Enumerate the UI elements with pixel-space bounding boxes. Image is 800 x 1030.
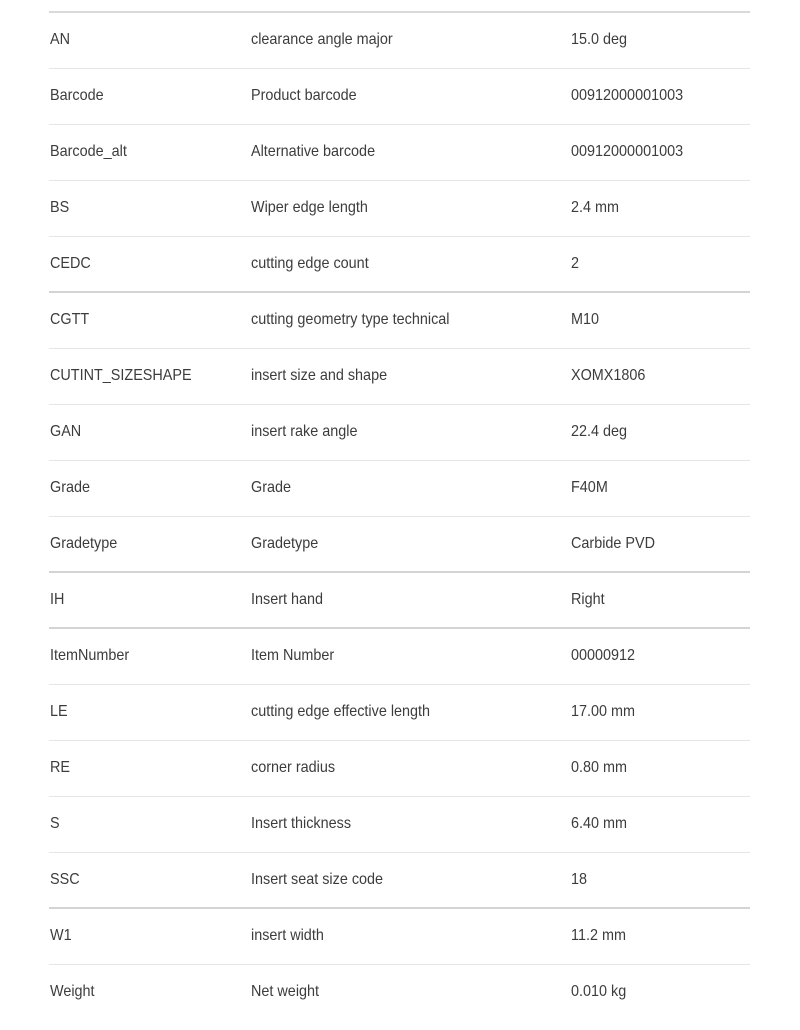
spec-table-body [49, 12, 750, 1020]
row-value: XOMX1806 [571, 367, 646, 384]
table-row [49, 292, 750, 348]
row-value: 15.0 deg [571, 31, 628, 49]
row-description: corner radius [250, 759, 335, 776]
row-code: CGTT [50, 311, 90, 329]
row-value: 6.40 mm [571, 815, 628, 832]
row-description: Product barcode [250, 87, 357, 104]
row-code: AN [50, 31, 71, 49]
table-row [49, 12, 750, 68]
table-row [49, 796, 750, 852]
table-row [49, 684, 750, 740]
row-value: 2.4 mm [571, 199, 620, 216]
row-code: SSC [50, 870, 80, 888]
table-row [49, 516, 750, 572]
row-code: S [50, 815, 60, 832]
row-code: IH [50, 591, 65, 608]
spec-table [49, 11, 750, 1020]
row-description: Item Number [250, 647, 334, 665]
row-code: Grade [50, 479, 91, 496]
table-row [49, 628, 750, 684]
table-row [49, 740, 750, 796]
table-row [49, 348, 750, 404]
row-value: 2 [571, 254, 580, 272]
row-description: cutting edge effective length [250, 703, 430, 720]
row-code: BS [50, 199, 70, 216]
row-value: 00000912 [571, 647, 636, 665]
row-value: Right [571, 591, 605, 608]
row-value: 22.4 deg [571, 423, 628, 440]
row-description: Insert seat size code [250, 870, 383, 888]
row-description: Insert hand [250, 591, 323, 608]
table-row [49, 852, 750, 908]
table-row [49, 124, 750, 180]
row-value: 00912000001003 [571, 143, 684, 160]
table-row [49, 236, 750, 292]
row-code: ItemNumber [50, 647, 130, 665]
row-description: clearance angle major [250, 31, 393, 49]
row-code: W1 [50, 927, 72, 945]
row-code: RE [50, 759, 71, 776]
row-description: Wiper edge length [250, 199, 368, 216]
table-row [49, 572, 750, 628]
row-description: Net weight [250, 983, 319, 1001]
row-description: Insert thickness [250, 815, 351, 832]
row-value: 0.80 mm [571, 759, 628, 776]
table-row [49, 68, 750, 124]
row-value: F40M [571, 479, 609, 496]
row-value: 17.00 mm [571, 703, 636, 720]
table-row [49, 460, 750, 516]
table-row [49, 404, 750, 460]
row-description: insert size and shape [250, 367, 387, 384]
table-row [49, 180, 750, 236]
row-description: cutting edge count [250, 254, 369, 272]
row-value: 00912000001003 [571, 87, 684, 104]
row-code: Barcode [50, 87, 104, 104]
table-row [49, 908, 750, 964]
row-description: Grade [250, 479, 291, 496]
row-description: Alternative barcode [250, 143, 375, 160]
row-description: insert rake angle [250, 423, 358, 440]
row-code: LE [50, 703, 68, 720]
row-description: Gradetype [250, 534, 318, 552]
table-row [49, 964, 750, 1020]
row-code: Weight [50, 983, 95, 1001]
row-code: CEDC [50, 254, 91, 272]
row-code: CUTINT_SIZESHAPE [50, 367, 192, 384]
row-description: cutting geometry type technical [250, 311, 450, 329]
row-value: 11.2 mm [571, 927, 627, 945]
row-description: insert width [250, 927, 324, 945]
row-value: M10 [571, 311, 600, 329]
row-code: Gradetype [50, 534, 118, 552]
row-value: 0.010 kg [571, 983, 627, 1001]
row-code: GAN [50, 423, 82, 440]
row-value: 18 [571, 870, 588, 888]
row-value: Carbide PVD [571, 534, 656, 552]
row-code: Barcode_alt [50, 143, 127, 160]
